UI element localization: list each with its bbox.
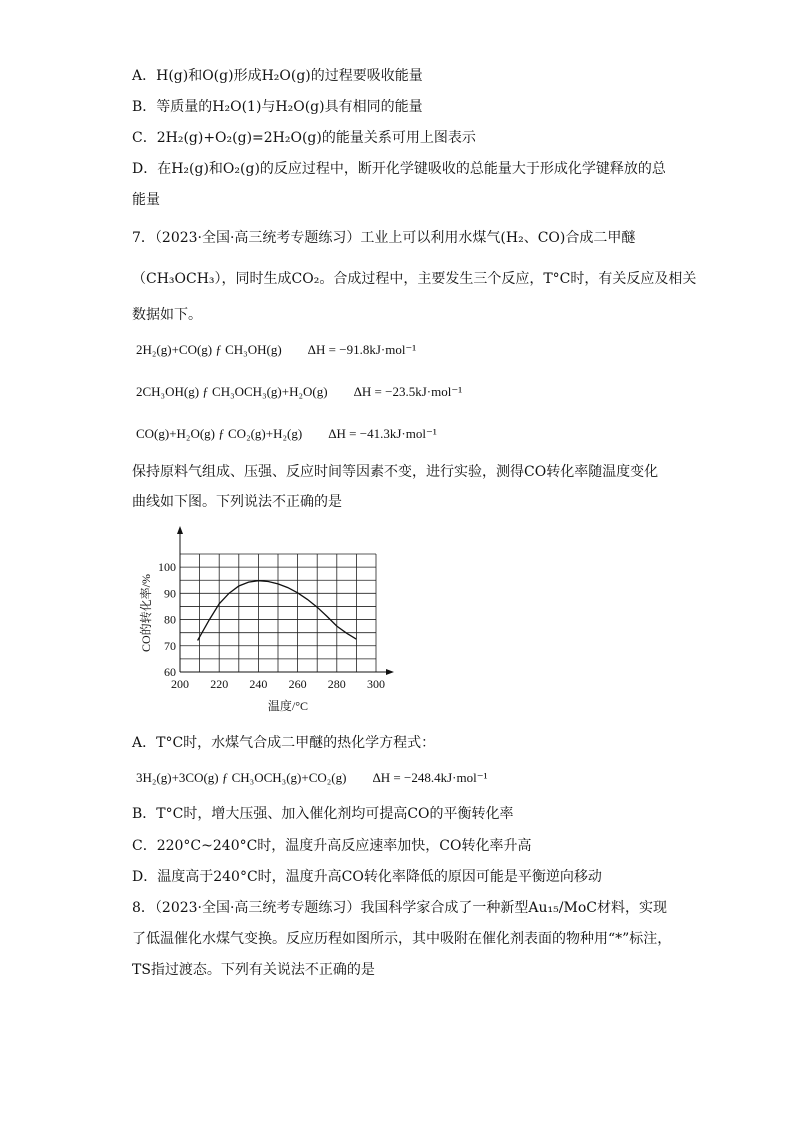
q8-stem-line1: 8．（2023·全国·高三统考专题练习）我国科学家合成了一种新型Au₁₅/MoC材料，实现 bbox=[132, 900, 667, 916]
reaction-1 bbox=[136, 340, 416, 360]
reaction-3 bbox=[136, 424, 437, 444]
x-axis-label: 温度/°C bbox=[267, 699, 309, 713]
chart-ticks bbox=[158, 560, 385, 691]
y-axis-label: CO的转化率/% bbox=[139, 573, 153, 653]
chart-grid bbox=[180, 554, 376, 672]
reaction-2-equation: 2CH₃OH(g) ƒ CH₃OCH₃(g)+H₂O(g) bbox=[136, 384, 328, 399]
q6-option-b: B．等质量的H₂O(1)与H₂O(g)具有相同的能量 bbox=[132, 99, 423, 115]
q7-option-a-reaction: 3H₂(g)+3CO(g) ƒ CH₃OCH₃(g)+CO₂(g) bbox=[136, 770, 347, 785]
co-conversion-chart bbox=[130, 522, 410, 722]
y-axis-arrow bbox=[177, 526, 183, 534]
reaction-1-equation: 2H₂(g)+CO(g) ƒ CH₃OH(g) bbox=[136, 342, 282, 357]
q7-stem-line2: （CH₃OCH₃），同时生成CO₂。合成过程中，主要发生三个反应，T°C时，有关反应及相关 bbox=[132, 271, 697, 287]
q7-stem-line4: 保持原料气组成、压强、反应时间等因素不变，进行实验，测得CO转化率随温度变化 bbox=[132, 464, 659, 480]
q6-option-d-cont: 能量 bbox=[132, 192, 160, 208]
q6-option-c: C．2H₂(g)+O₂(g)=2H₂O(g)的能量关系可用上图表示 bbox=[132, 130, 476, 146]
y-tick-label: 90 bbox=[164, 586, 176, 601]
x-tick-label: 200 bbox=[171, 677, 189, 691]
y-tick-label: 100 bbox=[158, 560, 176, 575]
q6-option-d: D．在H₂(g)和O₂(g)的反应过程中，断开化学键吸收的总能量大于形成化学键释放的总 bbox=[132, 161, 666, 177]
q7-stem-line1: 7．（2023·全国·高三统考专题练习）工业上可以利用水煤气(H₂、CO)合成二甲醚 bbox=[132, 230, 636, 246]
q7-option-a: A．T°C时，水煤气合成二甲醚的热化学方程式： bbox=[132, 735, 436, 751]
q7-option-a-enthalpy: ΔH = −248.4kJ·mol⁻¹ bbox=[372, 770, 488, 785]
q7-option-b: B．T°C时，增大压强、加入催化剂均可提高CO的平衡转化率 bbox=[132, 806, 514, 822]
y-tick-label: 70 bbox=[164, 638, 176, 653]
q7-stem-line5: 曲线如下图。下列说法不正确的是 bbox=[132, 494, 342, 510]
reaction-2 bbox=[136, 382, 462, 402]
q6-option-a: A．H(g)和O(g)形成H₂O(g)的过程要吸收能量 bbox=[132, 68, 423, 84]
x-tick-label: 260 bbox=[288, 677, 307, 691]
x-axis-arrow bbox=[386, 669, 394, 675]
q7-option-c: C．220°C~240°C时，温度升高反应速率加快，CO转化率升高 bbox=[132, 838, 532, 854]
reaction-1-enthalpy: ΔH = −91.8kJ·mol⁻¹ bbox=[307, 342, 417, 357]
chart-axes bbox=[177, 526, 394, 675]
x-tick-label: 220 bbox=[210, 677, 229, 691]
co-conversion-curve bbox=[198, 581, 357, 641]
y-tick-label: 60 bbox=[164, 665, 176, 679]
reaction-3-equation: CO(g)+H₂O(g) ƒ CO₂(g)+H₂(g) bbox=[136, 426, 303, 441]
reaction-2-enthalpy: ΔH = −23.5kJ·mol⁻¹ bbox=[353, 384, 463, 399]
q8-stem-line3: TS指过渡态。下列有关说法不正确的是 bbox=[132, 962, 375, 978]
q7-stem-line3: 数据如下。 bbox=[132, 307, 202, 323]
x-tick-label: 300 bbox=[367, 677, 385, 691]
q7-option-a-equation bbox=[136, 768, 487, 788]
q7-option-d: D．温度高于240°C时，温度升高CO转化率降低的原因可能是平衡逆向移动 bbox=[132, 869, 602, 885]
y-tick-label: 80 bbox=[164, 612, 176, 627]
reaction-3-enthalpy: ΔH = −41.3kJ·mol⁻¹ bbox=[328, 426, 437, 441]
x-tick-label: 280 bbox=[327, 677, 346, 691]
q8-stem-line2: 了低温催化水煤气变换。反应历程如图所示，其中吸附在催化剂表面的物种用“*”标注， bbox=[132, 931, 672, 947]
x-tick-label: 240 bbox=[249, 677, 268, 691]
